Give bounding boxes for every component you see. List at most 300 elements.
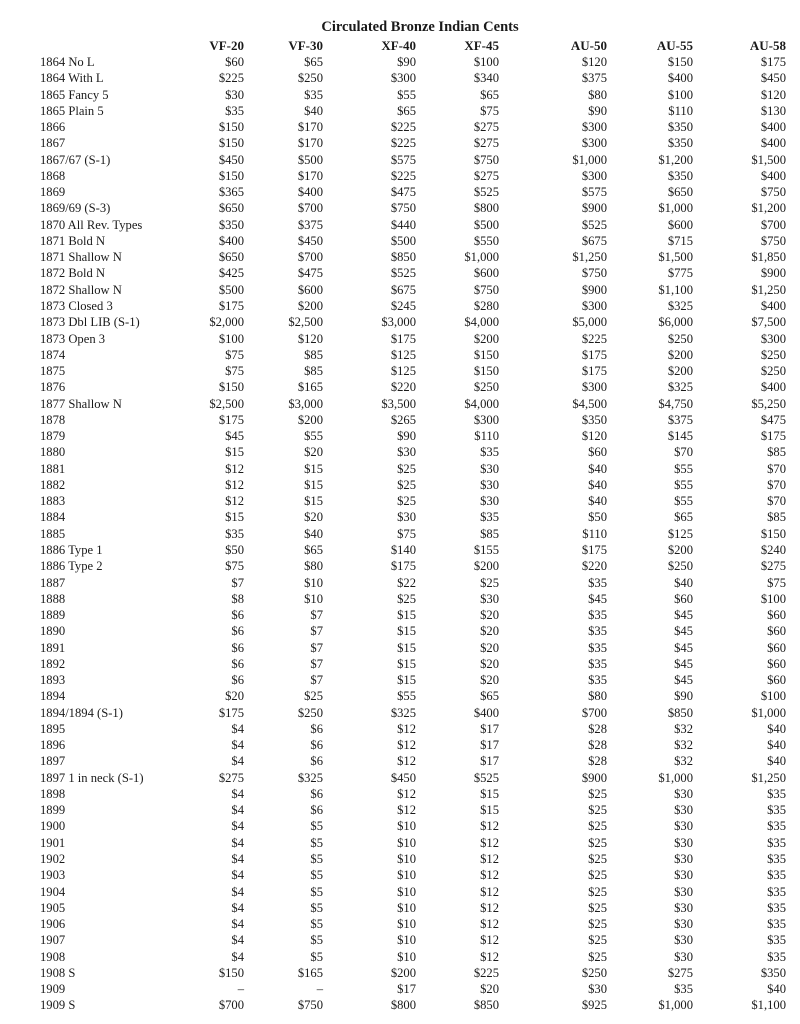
price-cell: $300	[473, 412, 499, 427]
price-cell: $150	[760, 526, 786, 541]
price-cell: $30	[397, 510, 416, 525]
table-row	[40, 965, 786, 981]
variety-label: 1889	[40, 608, 66, 623]
price-cell: $220	[390, 380, 416, 395]
price-cell: $65	[397, 103, 416, 118]
price-cell: $10	[397, 852, 416, 867]
price-cell: $12	[225, 461, 244, 476]
price-cell: $65	[480, 689, 499, 704]
price-cell: $245	[390, 298, 416, 313]
variety-label: 1872 Bold N	[40, 266, 106, 281]
price-cell: $70	[674, 445, 693, 460]
price-cell: $12	[397, 721, 416, 736]
price-cell: $25	[588, 819, 607, 834]
price-cell: $350	[218, 217, 244, 232]
price-cell: $12	[397, 738, 416, 753]
table-row	[40, 152, 786, 168]
price-cell: $110	[474, 429, 499, 444]
price-cell: $70	[767, 461, 786, 476]
variety-label: 1887	[40, 575, 66, 590]
table-row	[40, 591, 786, 607]
price-cell: $20	[480, 624, 499, 639]
price-cell: $35	[480, 510, 499, 525]
table-header	[40, 37, 786, 54]
table-row	[40, 249, 786, 265]
price-cell: $28	[588, 754, 607, 769]
price-cell: $40	[588, 494, 607, 509]
price-cell: $225	[390, 168, 416, 183]
price-cell: $400	[760, 298, 786, 313]
price-cell: $450	[760, 71, 786, 86]
price-cell: $30	[674, 884, 693, 899]
price-cell: $32	[674, 754, 693, 769]
price-cell: $225	[473, 965, 499, 980]
price-cell: $17	[397, 982, 416, 997]
price-cell: $800	[473, 201, 499, 216]
price-cell: $3,000	[381, 315, 416, 330]
price-cell: $30	[674, 900, 693, 915]
table-row	[40, 949, 786, 965]
price-cell: $120	[760, 87, 786, 102]
price-cell: $40	[767, 982, 786, 997]
variety-label: 1864 No L	[40, 55, 95, 69]
price-cell: $65	[304, 55, 323, 69]
variety-label: 1875	[40, 364, 66, 379]
price-cell: $15	[480, 803, 499, 818]
column-header-au-55: AU-55	[656, 38, 693, 53]
variety-label: 1872 Shallow N	[40, 282, 122, 297]
price-cell: $700	[297, 201, 323, 216]
price-cell: $750	[581, 266, 607, 281]
price-cell: $225	[390, 136, 416, 151]
price-cell: $7	[310, 656, 323, 671]
table-row	[40, 493, 786, 509]
price-cell: $325	[667, 298, 693, 313]
price-cell: $4	[231, 884, 244, 899]
price-cell: $30	[674, 933, 693, 948]
price-cell: $6,000	[658, 315, 693, 330]
price-cell: $25	[397, 494, 416, 509]
price-cell: $25	[588, 803, 607, 818]
price-cell: $850	[667, 705, 693, 720]
price-cell: $40	[304, 103, 323, 118]
variety-label: 1886 Type 1	[40, 542, 103, 557]
price-cell: $325	[390, 705, 416, 720]
price-cell: $100	[218, 331, 244, 346]
table-row	[40, 835, 786, 851]
price-cell: $45	[588, 591, 607, 606]
price-cell: $5	[310, 933, 323, 948]
variety-label: 1909 S	[40, 998, 76, 1013]
table-row	[40, 526, 786, 542]
table-row	[40, 200, 786, 216]
price-cell: $4	[231, 852, 244, 867]
price-cell: $20	[480, 608, 499, 623]
price-cell: $350	[581, 412, 607, 427]
table-row	[40, 119, 786, 135]
price-cell: $90	[397, 429, 416, 444]
price-cell: $400	[473, 705, 499, 720]
table-row	[40, 396, 786, 412]
price-cell: $200	[297, 298, 323, 313]
price-cell: $265	[390, 412, 416, 427]
price-cell: $145	[667, 429, 693, 444]
table-row	[40, 282, 786, 298]
price-cell: $125	[390, 364, 416, 379]
price-cell: $10	[397, 884, 416, 899]
price-cell: $55	[674, 461, 693, 476]
variety-label: 1896	[40, 738, 66, 753]
variety-label: 1868	[40, 168, 66, 183]
price-cell: $650	[218, 250, 244, 265]
price-cell: $900	[760, 266, 786, 281]
price-cell: $500	[218, 282, 244, 297]
price-cell: $12	[397, 786, 416, 801]
variety-label: 1874	[40, 347, 66, 362]
price-cell: $55	[674, 477, 693, 492]
price-cell: $365	[218, 185, 244, 200]
price-cell: $20	[480, 982, 499, 997]
price-cell: $17	[480, 721, 499, 736]
price-cell: $25	[397, 477, 416, 492]
price-cell: $22	[397, 575, 416, 590]
price-cell: $30	[588, 982, 607, 997]
price-cell: $125	[667, 526, 693, 541]
price-cell: $50	[225, 542, 244, 557]
price-cell: $165	[297, 380, 323, 395]
variety-label: 1891	[40, 640, 66, 655]
price-cell: $2,500	[209, 396, 244, 411]
price-cell: $110	[582, 526, 607, 541]
price-cell: $150	[473, 364, 499, 379]
price-cell: $30	[480, 591, 499, 606]
price-cell: $340	[473, 71, 499, 86]
table-row	[40, 802, 786, 818]
price-cell: $300	[390, 71, 416, 86]
price-cell: $35	[767, 917, 786, 932]
price-cell: $175	[581, 364, 607, 379]
price-cell: $80	[588, 689, 607, 704]
price-cell: $4	[231, 786, 244, 801]
price-cell: $60	[767, 608, 786, 623]
price-cell: $30	[480, 494, 499, 509]
price-cell: $400	[760, 380, 786, 395]
price-cell: $175	[760, 429, 786, 444]
price-cell: $575	[390, 152, 416, 167]
column-header-au-58: AU-58	[749, 38, 786, 53]
table-row	[40, 135, 786, 151]
price-cell: $750	[760, 185, 786, 200]
price-cell: $600	[667, 217, 693, 232]
price-cell: $25	[588, 852, 607, 867]
variety-label: 1870 All Rev. Types	[40, 217, 143, 232]
price-cell: $5	[310, 900, 323, 915]
price-cell: $350	[667, 136, 693, 151]
price-cell: $4	[231, 868, 244, 883]
price-cell: $275	[218, 770, 244, 785]
price-cell: $300	[581, 136, 607, 151]
price-cell: $20	[304, 510, 323, 525]
price-cell: $1,000	[658, 998, 693, 1013]
price-cell: $700	[760, 217, 786, 232]
price-cell: $775	[667, 266, 693, 281]
price-cell: $35	[767, 835, 786, 850]
table-row	[40, 461, 786, 477]
variety-label: 1906	[40, 917, 66, 932]
price-cell: $120	[297, 331, 323, 346]
variety-label: 1871 Shallow N	[40, 250, 122, 265]
table-row	[40, 721, 786, 737]
price-cell: $250	[297, 705, 323, 720]
table-row	[40, 575, 786, 591]
price-cell: $10	[397, 933, 416, 948]
price-cell: $12	[480, 868, 499, 883]
price-cell: $100	[760, 689, 786, 704]
price-cell: $17	[480, 754, 499, 769]
variety-label: 1894/1894 (S-1)	[40, 705, 123, 720]
price-cell: $25	[588, 900, 607, 915]
price-cell: $35	[767, 884, 786, 899]
price-cell: $60	[225, 55, 244, 69]
price-cell: $30	[480, 477, 499, 492]
table-body	[40, 54, 786, 1014]
table-row	[40, 233, 786, 249]
price-cell: $25	[304, 689, 323, 704]
price-cell: $35	[225, 103, 244, 118]
price-cell: $75	[397, 526, 416, 541]
price-cell: $20	[225, 689, 244, 704]
price-cell: $4	[231, 917, 244, 932]
price-cell: $10	[397, 868, 416, 883]
price-cell: $6	[310, 803, 323, 818]
price-cell: $2,500	[288, 315, 323, 330]
column-header-vf-30: VF-30	[288, 38, 323, 53]
price-cell: $850	[390, 250, 416, 265]
price-cell: $30	[674, 868, 693, 883]
price-cell: $35	[767, 868, 786, 883]
price-cell: $10	[397, 900, 416, 915]
price-cell: $32	[674, 738, 693, 753]
price-cell: $300	[581, 298, 607, 313]
price-cell: $7	[310, 673, 323, 688]
table-row	[40, 477, 786, 493]
price-cell: $1,250	[751, 282, 786, 297]
price-cell: $525	[473, 185, 499, 200]
price-cell: $240	[760, 542, 786, 557]
variety-label: 1886 Type 2	[40, 559, 103, 574]
price-cell: $7	[231, 575, 244, 590]
variety-label: 1873 Closed 3	[40, 298, 113, 313]
price-cell: $350	[667, 120, 693, 135]
price-cell: $75	[225, 559, 244, 574]
price-cell: $35	[480, 445, 499, 460]
variety-label: 1893	[40, 673, 66, 688]
variety-label: 1882	[40, 477, 66, 492]
price-cell: $15	[397, 673, 416, 688]
price-cell: $300	[581, 168, 607, 183]
variety-label: 1866	[40, 120, 66, 135]
variety-label: 1873 Dbl LIB (S-1)	[40, 315, 140, 330]
price-cell: $440	[390, 217, 416, 232]
price-cell: $4	[231, 754, 244, 769]
price-cell: $275	[760, 559, 786, 574]
variety-label: 1879	[40, 429, 66, 444]
price-cell: $200	[667, 542, 693, 557]
price-cell: $170	[297, 168, 323, 183]
price-cell: $45	[225, 429, 244, 444]
price-cell: $250	[760, 347, 786, 362]
price-cell: $4	[231, 949, 244, 964]
table-row	[40, 558, 786, 574]
table-row	[40, 932, 786, 948]
price-cell: $6	[310, 721, 323, 736]
price-cell: $280	[473, 298, 499, 313]
price-cell: $5,250	[751, 396, 786, 411]
price-cell: –	[316, 982, 323, 997]
price-cell: $170	[297, 120, 323, 135]
price-cell: $170	[297, 136, 323, 151]
price-cell: $550	[473, 233, 499, 248]
variety-label: 1898	[40, 786, 66, 801]
price-cell: $350	[760, 965, 786, 980]
price-cell: $35	[225, 526, 244, 541]
variety-label: 1901	[40, 835, 66, 850]
price-cell: $35	[767, 786, 786, 801]
price-cell: $175	[581, 542, 607, 557]
table-row	[40, 298, 786, 314]
price-cell: $250	[581, 965, 607, 980]
price-cell: $35	[588, 575, 607, 590]
price-cell: $45	[674, 608, 693, 623]
price-cell: $40	[588, 461, 607, 476]
price-cell: $15	[304, 494, 323, 509]
price-cell: $15	[397, 624, 416, 639]
price-cell: $35	[588, 608, 607, 623]
price-cell: $5,000	[572, 315, 607, 330]
price-cell: $4,000	[464, 396, 499, 411]
price-cell: $35	[767, 933, 786, 948]
price-cell: $200	[390, 965, 416, 980]
price-cell: $300	[760, 331, 786, 346]
variety-label: 1909	[40, 982, 66, 997]
price-cell: $6	[310, 738, 323, 753]
price-cell: $35	[767, 803, 786, 818]
price-cell: $325	[297, 770, 323, 785]
price-cell: $12	[480, 917, 499, 932]
variety-label: 1876	[40, 380, 66, 395]
price-cell: $17	[480, 738, 499, 753]
price-cell: $750	[760, 233, 786, 248]
table-row	[40, 705, 786, 721]
price-cell: $6	[310, 754, 323, 769]
variety-label: 1873 Open 3	[40, 331, 106, 346]
price-cell: $200	[667, 364, 693, 379]
price-cell: $25	[480, 575, 499, 590]
variety-label: 1880	[40, 445, 66, 460]
price-cell: $75	[480, 103, 499, 118]
price-cell: $275	[667, 965, 693, 980]
price-cell: $4	[231, 803, 244, 818]
price-cell: $200	[473, 559, 499, 574]
column-header-xf-40: XF-40	[381, 38, 416, 53]
price-cell: $12	[225, 494, 244, 509]
price-cell: $175	[390, 559, 416, 574]
price-cell: $275	[473, 120, 499, 135]
price-cell: $40	[304, 526, 323, 541]
price-cell: $400	[218, 233, 244, 248]
price-cell: $10	[397, 949, 416, 964]
price-cell: $75	[225, 347, 244, 362]
price-cell: $40	[767, 754, 786, 769]
price-cell: $12	[480, 900, 499, 915]
price-cell: $15	[225, 510, 244, 525]
price-cell: $4	[231, 933, 244, 948]
price-cell: $12	[397, 803, 416, 818]
price-cell: $40	[767, 721, 786, 736]
price-cell: $225	[218, 71, 244, 86]
price-cell: $150	[473, 347, 499, 362]
price-cell: $225	[581, 331, 607, 346]
price-cell: $450	[390, 770, 416, 785]
price-cell: $15	[225, 445, 244, 460]
price-cell: $55	[304, 429, 323, 444]
price-cell: $35	[767, 819, 786, 834]
price-cell: $25	[397, 591, 416, 606]
price-cell: $175	[218, 298, 244, 313]
price-cell: $475	[297, 266, 323, 281]
price-cell: $900	[581, 770, 607, 785]
price-cell: $110	[668, 103, 693, 118]
price-cell: $500	[297, 152, 323, 167]
table-row	[40, 54, 786, 70]
price-cell: $100	[473, 55, 499, 69]
price-cell: $25	[588, 835, 607, 850]
table-row	[40, 867, 786, 883]
price-cell: $525	[473, 770, 499, 785]
price-cell: $1,000	[658, 201, 693, 216]
price-cell: –	[237, 982, 244, 997]
price-cell: $12	[480, 852, 499, 867]
price-cell: $600	[297, 282, 323, 297]
price-cell: $325	[667, 380, 693, 395]
column-header-vf-20: VF-20	[209, 38, 244, 53]
price-cell: $12	[225, 477, 244, 492]
variety-label: 1908 S	[40, 965, 76, 980]
price-cell: $30	[397, 445, 416, 460]
price-cell: $250	[667, 559, 693, 574]
table-row	[40, 379, 786, 395]
price-cell: $25	[588, 949, 607, 964]
variety-label: 1867/67 (S-1)	[40, 152, 111, 167]
price-cell: $30	[480, 461, 499, 476]
price-cell: $12	[480, 884, 499, 899]
price-cell: $175	[218, 705, 244, 720]
price-cell: $900	[581, 201, 607, 216]
price-cell: $2,000	[209, 315, 244, 330]
price-cell: $40	[767, 738, 786, 753]
variety-label: 1905	[40, 900, 66, 915]
price-cell: $675	[581, 233, 607, 248]
price-cell: $1,000	[751, 705, 786, 720]
table-row	[40, 70, 786, 86]
table-row	[40, 444, 786, 460]
price-cell: $20	[480, 673, 499, 688]
price-cell: $15	[397, 656, 416, 671]
price-cell: $700	[581, 705, 607, 720]
price-cell: $475	[760, 412, 786, 427]
table-row	[40, 672, 786, 688]
variety-label: 1908	[40, 949, 66, 964]
